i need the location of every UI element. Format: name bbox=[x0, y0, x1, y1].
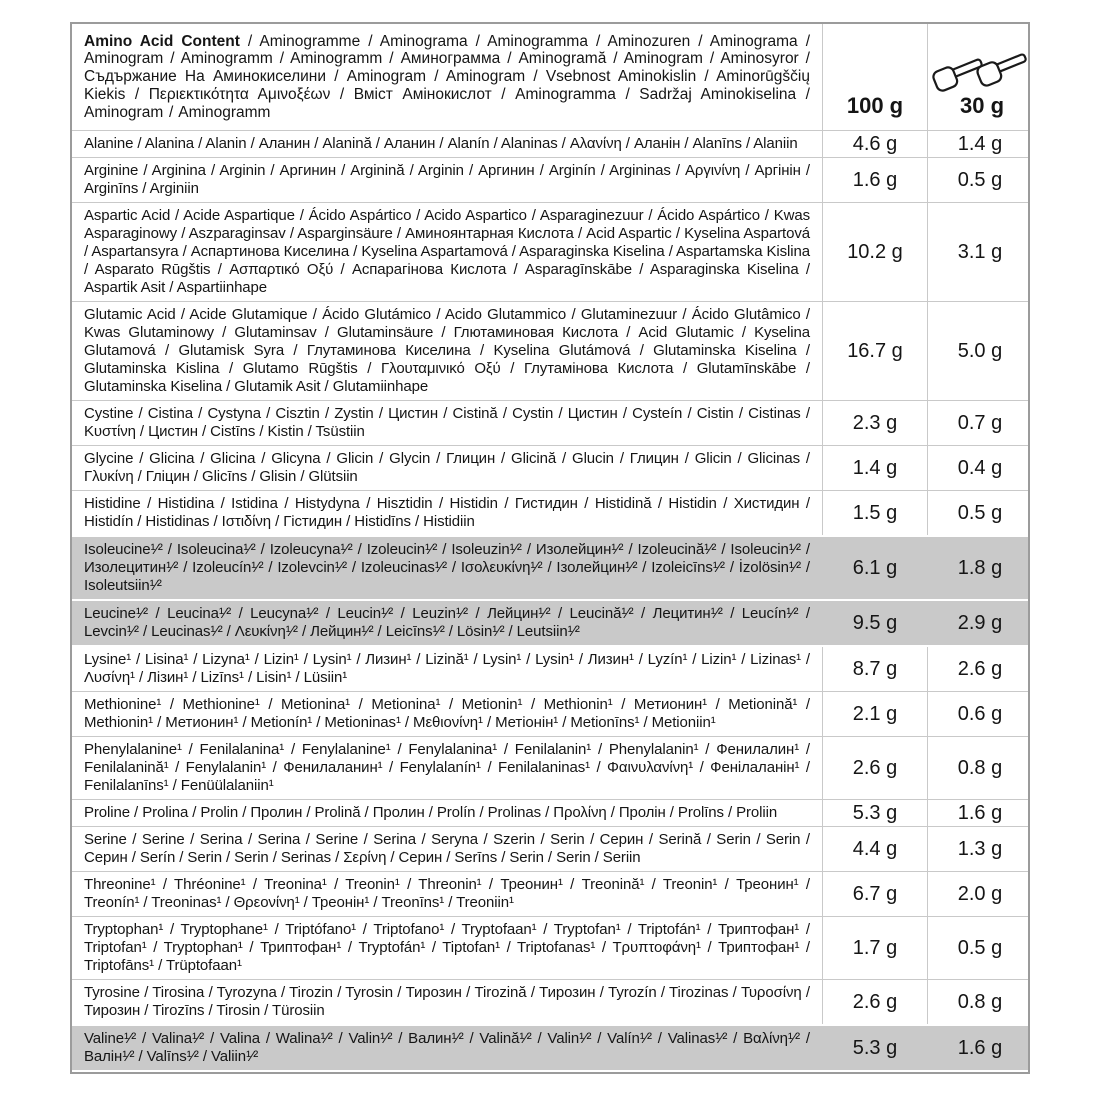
table-row bbox=[72, 1024, 1028, 1072]
value-30g-cell bbox=[927, 827, 1032, 871]
table-title-translations: / Aminogramme / Aminograma / Aminogramma / Aminozuren / Aminograma / Aminogram / Aminogramm / Aminogramm / Аминограмма / Aminogramă / Aminogram / Aminosyror / Съдържание На Аминокиселини / Aminogram / Aminogram / Vsebnost Aminokislin / Aminorūgščių Kiekis / Περιεκτικότητα Αμινοξέων / Вміст Амінокислот / Aminogramma / Sadržaj Aminokiselina / Aminogram / Aminogramm bbox=[84, 32, 810, 121]
column-header-30g bbox=[927, 24, 1036, 130]
table-title bbox=[84, 33, 810, 122]
value-30g: 1.4 g bbox=[957, 133, 1003, 155]
value-30g-cell bbox=[927, 1026, 1032, 1070]
value-100g-cell bbox=[822, 692, 927, 736]
value-30g: 2.6 g bbox=[957, 658, 1003, 680]
value-30g-cell bbox=[927, 872, 1032, 916]
amino-acid-name: Serine / Serine / Serina / Serina / Serine / Serina / Seryna / Szerin / Serin / Серин / Serină / Serin / Serin / Серин / Serín / Serin / Serin / Serinas / Σερίνη / Серин / Serīns / Serin / Serin / Seriin bbox=[84, 831, 810, 866]
table-row bbox=[72, 647, 1028, 691]
value-100g: 1.6 g bbox=[852, 169, 898, 191]
value-100g: 2.3 g bbox=[852, 412, 898, 434]
table-row bbox=[72, 400, 1028, 445]
table-row bbox=[72, 202, 1028, 301]
table-row bbox=[72, 445, 1028, 490]
value-100g-cell bbox=[822, 737, 927, 799]
value-100g-cell bbox=[822, 980, 927, 1024]
table-row bbox=[72, 979, 1028, 1024]
value-100g-cell bbox=[822, 446, 927, 490]
amino-acid-name: Cystine / Cistina / Cystyna / Cisztin / Zystin / Цистин / Cistină / Cystin / Цистин / Cysteín / Cistin / Cistinas / Κυστίνη / Цистин / Cistīns / Kistin / Tsüstiin bbox=[84, 405, 810, 440]
table-title-primary: Amino Acid Content bbox=[84, 32, 240, 50]
amino-acid-name: Methionine¹ / Methionine¹ / Metionina¹ / Metionina¹ / Metionin¹ / Methionin¹ / Метионин¹ / Metionină¹ / Methionin¹ / Метионин¹ / Metionín¹ / Metioninas¹ / Μεθιονίνη¹ / Метіонін¹ / Metionīns¹ / Metioniin¹ bbox=[84, 696, 810, 731]
value-100g-cell bbox=[822, 647, 927, 691]
value-100g: 5.3 g bbox=[852, 1037, 898, 1059]
amino-acid-name-cell bbox=[72, 491, 822, 535]
amino-acid-name: Phenylalanine¹ / Fenilalanina¹ / Fenylalanine¹ / Fenylalanina¹ / Fenilalanin¹ / Phenylalanin¹ / Фенилалин¹ / Fenilalanină¹ / Fenylalanin¹ / Фенилаланин¹ / Fenylalanín¹ / Fenilalaninas¹ / Φαινυλανίνη¹ / Фенілаланін¹ / Fenilalanīns¹ / Fenüülalaniin¹ bbox=[84, 741, 810, 794]
value-100g-cell bbox=[822, 800, 927, 826]
value-100g-cell bbox=[822, 872, 927, 916]
column-header-100g-label: 100 g bbox=[846, 93, 904, 118]
value-30g: 5.0 g bbox=[957, 340, 1003, 362]
amino-acid-name: Aspartic Acid / Acide Aspartique / Ácido Aspártico / Acido Aspartico / Asparaginezuur / Ácido Aspártico / Kwas Asparaginowy / Aszparaginsav / Asparginsäure / Аминоянтарная Кислота / Acid Aspartic / Kyselina Aspartová / Aspartansyra / Аспартинова Киселина / Kyselina Aspartamová / Asparaginska Kiselina / Aspartamska Kislina / Asparato Rūgštis / Ασπαρτικό Οξύ / Аспарагінова Кислота / Asparagīnskābe / Asparaginska Kiselina / Aspartik Asit / Aspartiinhape bbox=[84, 207, 810, 296]
value-30g-cell bbox=[927, 737, 1032, 799]
value-30g-cell bbox=[927, 917, 1032, 979]
table-row bbox=[72, 691, 1028, 736]
value-30g: 0.5 g bbox=[957, 169, 1003, 191]
table-row bbox=[72, 799, 1028, 826]
amino-acid-name-cell bbox=[72, 302, 822, 400]
value-30g: 0.6 g bbox=[957, 703, 1003, 725]
value-100g-cell bbox=[822, 131, 927, 157]
value-30g: 1.8 g bbox=[957, 557, 1003, 579]
amino-acid-name-cell bbox=[72, 131, 822, 157]
amino-acid-name-cell bbox=[72, 537, 822, 599]
amino-acid-name-cell bbox=[72, 203, 822, 301]
value-30g: 0.8 g bbox=[957, 991, 1003, 1013]
value-100g: 8.7 g bbox=[852, 658, 898, 680]
table-row bbox=[72, 490, 1028, 535]
amino-acid-table bbox=[70, 22, 1030, 1074]
amino-acid-name: Tryptophan¹ / Tryptophane¹ / Triptófano¹ / Triptofano¹ / Tryptofaan¹ / Tryptofan¹ / Triptofán¹ / Триптофан¹ / Triptofan¹ / Tryptophan¹ / Триптофан¹ / Tryptofán¹ / Tiptofan¹ / Triptofanas¹ / Τρυπτοφάνη¹ / Триптофан¹ / Triptofāns¹ / Trüptofaan¹ bbox=[84, 921, 810, 974]
scoop-icons bbox=[932, 46, 1032, 92]
amino-acid-name: Glycine / Glicina / Glicina / Glicyna / Glicin / Glycin / Глицин / Glicină / Glucin / Глицин / Glicin / Glicinas / Γλυκίνη / Гліцин / Glicīns / Glisin / Glütsiin bbox=[84, 450, 810, 485]
value-30g: 0.8 g bbox=[957, 757, 1003, 779]
amino-acid-name-cell bbox=[72, 401, 822, 445]
column-header-30g-label: 30 g bbox=[959, 93, 1005, 118]
value-30g: 0.4 g bbox=[957, 457, 1003, 479]
value-100g: 4.4 g bbox=[852, 838, 898, 860]
amino-acid-name-cell bbox=[72, 737, 822, 799]
amino-acid-name-cell bbox=[72, 446, 822, 490]
value-30g: 1.6 g bbox=[957, 1037, 1003, 1059]
value-100g: 1.5 g bbox=[852, 502, 898, 524]
value-100g: 9.5 g bbox=[852, 612, 898, 634]
table-row bbox=[72, 130, 1028, 157]
amino-acid-name: Isoleucine¹⁄² / Isoleucina¹⁄² / Izoleucyna¹⁄² / Izoleucin¹⁄² / Isoleuzin¹⁄² / Изолейцин¹⁄² / Izoleucină¹⁄² / Isoleucin¹⁄² / Изолецитин¹⁄² / Izoleucín¹⁄² / Izolevcin¹⁄² / Izoleucinas¹⁄² / Ισολευκίνη¹⁄² / Ізолейцин¹⁄² / Izoleicīns¹⁄² / İzolösin¹⁄² / Isoleutsiin¹⁄² bbox=[84, 541, 810, 594]
value-30g-cell bbox=[927, 203, 1032, 301]
amino-acid-name-cell bbox=[72, 980, 822, 1024]
value-100g-cell bbox=[822, 917, 927, 979]
value-30g-cell bbox=[927, 131, 1032, 157]
value-30g-cell bbox=[927, 158, 1032, 202]
value-30g-cell bbox=[927, 601, 1032, 645]
column-header-100g bbox=[822, 24, 927, 130]
amino-acid-name-cell bbox=[72, 917, 822, 979]
table-title-cell bbox=[72, 24, 822, 130]
amino-acid-name-cell bbox=[72, 158, 822, 202]
value-30g: 1.3 g bbox=[957, 838, 1003, 860]
amino-acid-name-cell bbox=[72, 800, 822, 826]
amino-acid-name: Arginine / Arginina / Arginin / Аргинин / Arginină / Arginin / Аргинин / Arginín / Argininas / Αργινίνη / Аргінін / Arginīns / Arginiin bbox=[84, 162, 810, 197]
value-100g: 1.4 g bbox=[852, 457, 898, 479]
amino-acid-name: Threonine¹ / Thréonine¹ / Treonina¹ / Treonin¹ / Threonin¹ / Треонин¹ / Treonină¹ / Treonin¹ / Треонин¹ / Treonín¹ / Treoninas¹ / Θρεονίνη¹ / Треонін¹ / Treonīns¹ / Treoniin¹ bbox=[84, 876, 810, 911]
value-100g-cell bbox=[822, 203, 927, 301]
value-100g: 16.7 g bbox=[847, 340, 903, 362]
table-row bbox=[72, 916, 1028, 979]
value-30g: 0.7 g bbox=[957, 412, 1003, 434]
value-100g-cell bbox=[822, 158, 927, 202]
amino-acid-name: Alanine / Alanina / Alanin / Аланин / Alanină / Аланин / Alanín / Alaninas / Αλανίνη / Аланін / Alanīns / Alaniin bbox=[84, 135, 798, 152]
value-30g: 0.5 g bbox=[957, 937, 1003, 959]
value-100g: 2.6 g bbox=[852, 991, 898, 1013]
value-30g-cell bbox=[927, 491, 1032, 535]
value-30g: 2.0 g bbox=[957, 883, 1003, 905]
value-30g: 1.6 g bbox=[957, 802, 1003, 824]
amino-acid-name-cell bbox=[72, 647, 822, 691]
amino-acid-name-cell bbox=[72, 827, 822, 871]
amino-acid-name: Valine¹⁄² / Valina¹⁄² / Valina / Walina¹⁄² / Valin¹⁄² / Валин¹⁄² / Valină¹⁄² / Valin¹⁄² / Valín¹⁄² / Valinas¹⁄² / Βαλίνη¹⁄² / Валін¹⁄² / Valīns¹⁄² / Valiin¹⁄² bbox=[84, 1030, 810, 1065]
value-30g: 0.5 g bbox=[957, 502, 1003, 524]
value-100g: 10.2 g bbox=[847, 241, 903, 263]
value-100g: 2.1 g bbox=[852, 703, 898, 725]
value-30g-cell bbox=[927, 302, 1032, 400]
amino-acid-name: Glutamic Acid / Acide Glutamique / Ácido Glutámico / Acido Glutammico / Glutaminezuur / Ácido Glutâmico / Kwas Glutaminowy / Glutaminsav / Glutaminsäure / Глютаминовая Кислота / Acid Glutamic / Kyselina Glutamová / Glutamisk Syra / Глутаминова Киселина / Kyselina Glutámová / Glutaminska Kiselina / Glutaminska Kislina / Glutamo Rūgštis / Γλουταμινικό Οξύ / Глутамінова Кислота / Glutamīnskābe / Glutaminska Kiselina / Glutamik Asit / Glutamiinhape bbox=[84, 306, 810, 395]
value-100g: 2.6 g bbox=[852, 757, 898, 779]
value-30g-cell bbox=[927, 980, 1032, 1024]
table-row bbox=[72, 871, 1028, 916]
value-100g-cell bbox=[822, 537, 927, 599]
table-header-row bbox=[72, 24, 1028, 130]
value-30g-cell bbox=[927, 692, 1032, 736]
value-100g-cell bbox=[822, 827, 927, 871]
value-100g: 6.7 g bbox=[852, 883, 898, 905]
value-100g: 5.3 g bbox=[852, 802, 898, 824]
value-30g-cell bbox=[927, 647, 1032, 691]
table-row bbox=[72, 826, 1028, 871]
table-row bbox=[72, 535, 1028, 601]
value-100g: 1.7 g bbox=[852, 937, 898, 959]
amino-acid-name: Lysine¹ / Lisina¹ / Lizyna¹ / Lizin¹ / Lysin¹ / Лизин¹ / Lizină¹ / Lysin¹ / Lysin¹ / Лизин¹ / Lyzín¹ / Lizin¹ / Lizinas¹ / Λυσίνη¹ / Лізин¹ / Lizīns¹ / Lisin¹ / Lüsiin¹ bbox=[84, 651, 810, 686]
value-30g-cell bbox=[927, 446, 1032, 490]
value-100g-cell bbox=[822, 401, 927, 445]
amino-acid-name-cell bbox=[72, 601, 822, 645]
value-100g-cell bbox=[822, 491, 927, 535]
scoop-icon bbox=[932, 46, 1032, 92]
value-100g: 4.6 g bbox=[852, 133, 898, 155]
amino-acid-name-cell bbox=[72, 872, 822, 916]
table-row bbox=[72, 736, 1028, 799]
value-100g-cell bbox=[822, 601, 927, 645]
table-row bbox=[72, 601, 1028, 647]
value-30g-cell bbox=[927, 401, 1032, 445]
value-30g: 2.9 g bbox=[957, 612, 1003, 634]
amino-acid-name-cell bbox=[72, 1026, 822, 1070]
table-row bbox=[72, 157, 1028, 202]
value-100g: 6.1 g bbox=[852, 557, 898, 579]
value-100g-cell bbox=[822, 1026, 927, 1070]
amino-acid-name-cell bbox=[72, 692, 822, 736]
value-30g-cell bbox=[927, 800, 1032, 826]
amino-acid-name: Tyrosine / Tirosina / Tyrozyna / Tirozin / Tyrosin / Тирозин / Tirozină / Тирозин / Tyrozín / Tirozinas / Τυροσίνη / Тирозин / Tirozīns / Tirosin / Türosiin bbox=[84, 984, 810, 1019]
amino-acid-name: Proline / Prolina / Prolin / Пролин / Prolină / Пролин / Prolín / Prolinas / Προλίνη / Пролін / Prolīns / Proliin bbox=[84, 804, 778, 821]
value-100g-cell bbox=[822, 302, 927, 400]
table-row bbox=[72, 301, 1028, 400]
amino-acid-name: Leucine¹⁄² / Leucina¹⁄² / Leucyna¹⁄² / Leucin¹⁄² / Leuzin¹⁄² / Лейцин¹⁄² / Leucină¹⁄² / Лецитин¹⁄² / Leucín¹⁄² / Levcin¹⁄² / Leucinas¹⁄² / Λευκίνη¹⁄² / Лейцин¹⁄² / Leicīns¹⁄² / Lösin¹⁄² / Leutsiin¹⁄² bbox=[84, 605, 810, 640]
amino-acid-name: Histidine / Histidina / Istidina / Histydyna / Hisztidin / Histidin / Гистидин / Histidină / Histidin / Хистидин / Histidín / Histidinas / Ιστιδίνη / Гістидин / Histidīns / Histidiin bbox=[84, 495, 810, 530]
value-30g: 3.1 g bbox=[957, 241, 1003, 263]
value-30g-cell bbox=[927, 537, 1032, 599]
